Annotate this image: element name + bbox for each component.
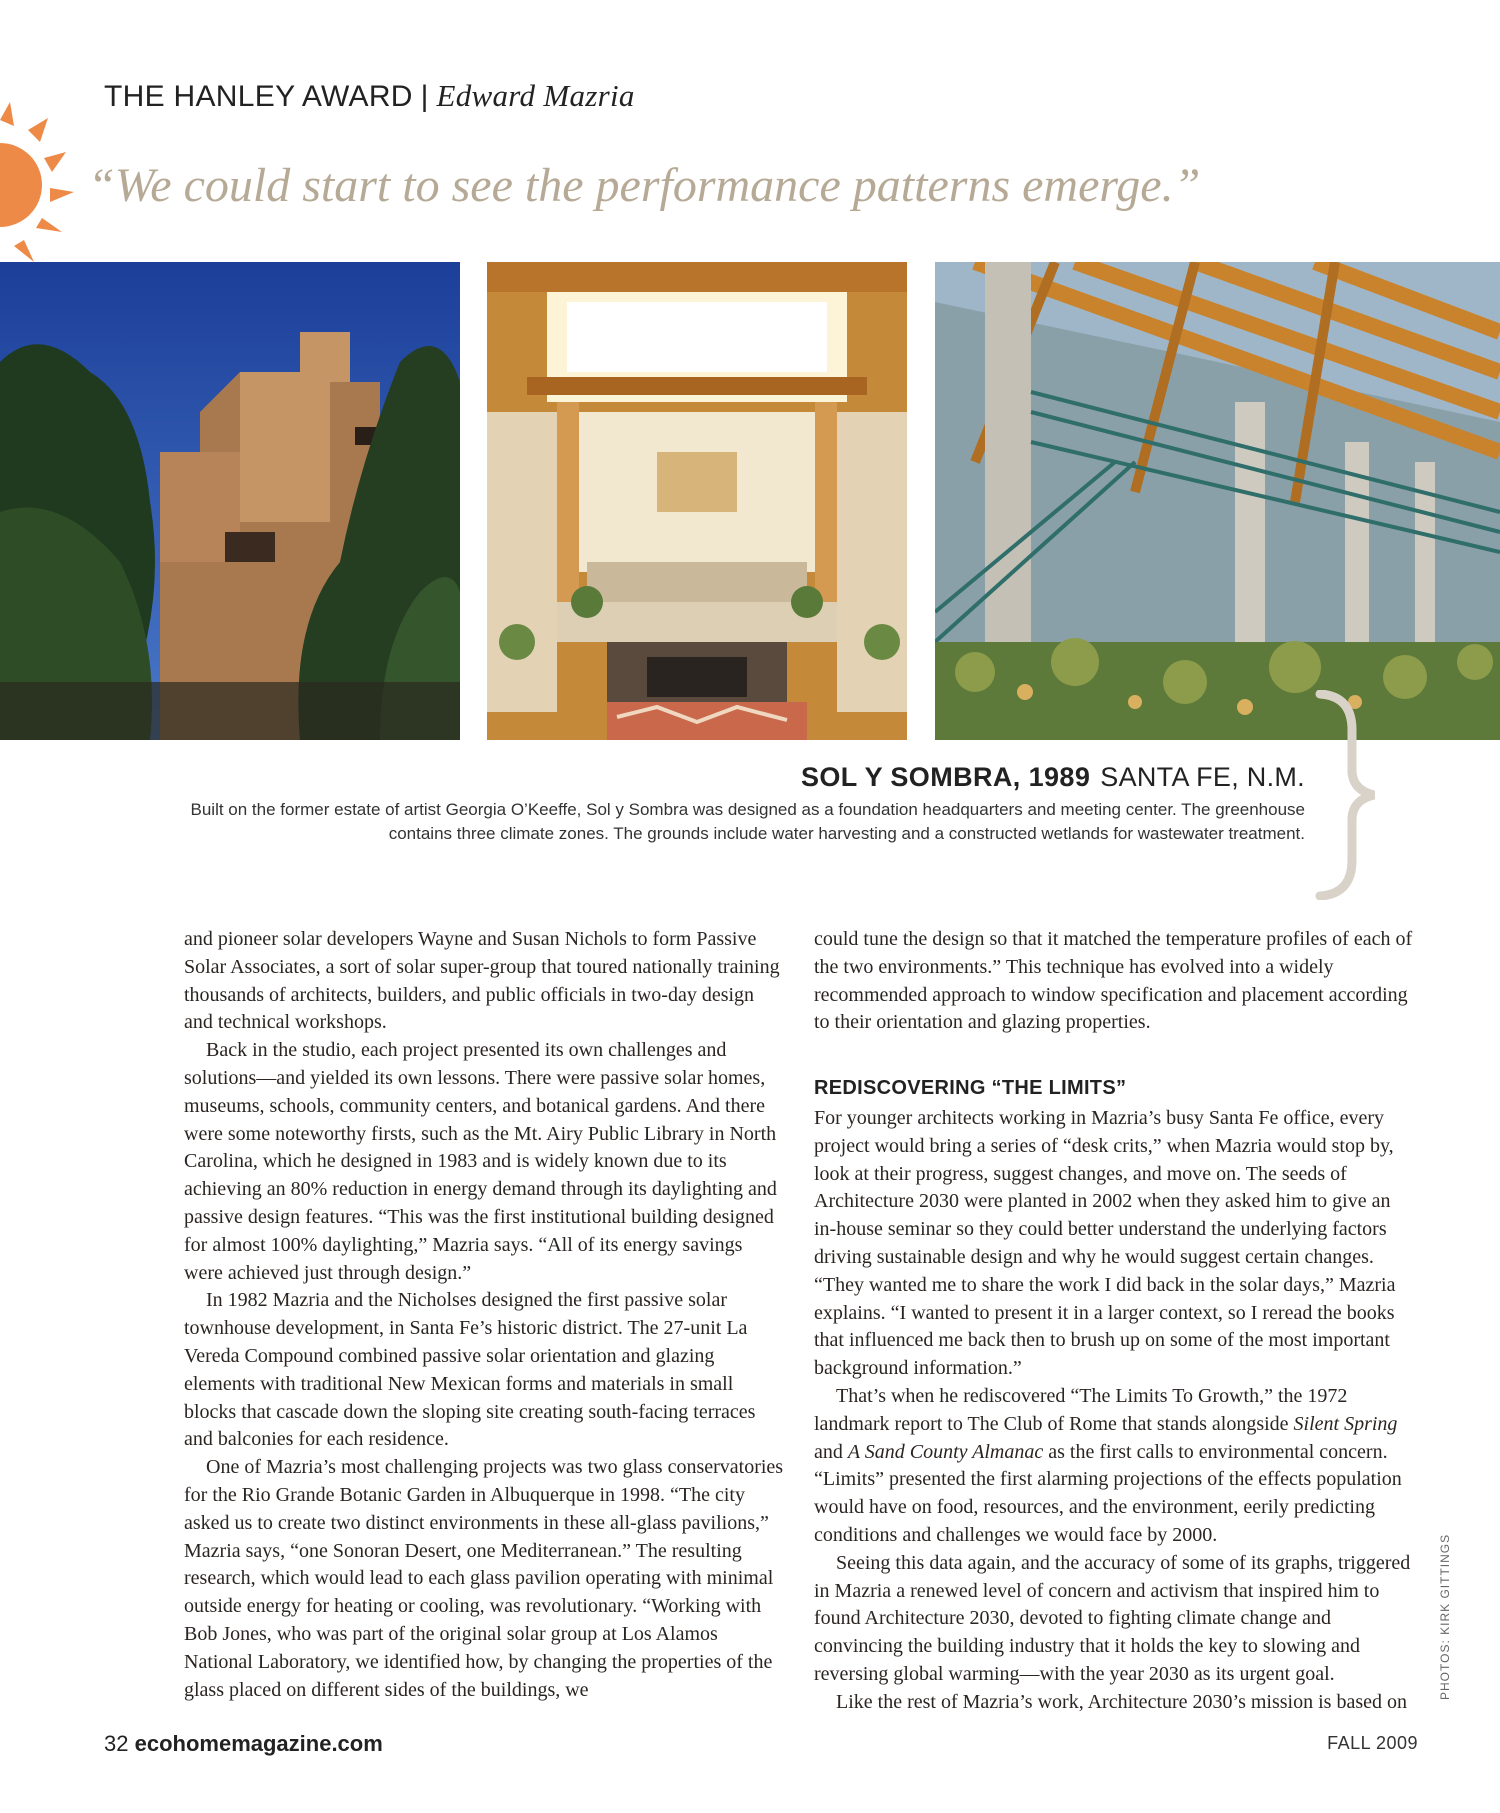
sun-icon	[0, 100, 80, 270]
section-title: THE HANLEY AWARD	[104, 80, 413, 113]
text-run: as the first calls to environmental concern. “Limits” presented the first alarming projections of the effects population would have on food, resources, and the environment, eerily predicting conditions and challenges we would face by 2000.	[814, 1440, 1402, 1546]
site-url[interactable]: ecohomemagazine.com	[134, 1731, 383, 1756]
paragraph: One of Mazria’s most challenging projects was two glass conservatories for the Rio Grande Botanic Garden in Albuquerque in 1998. “The city asked us to create two distinct environments in these all-glass pavilions,” Mazria says, “one Sonoran Desert, one Mediterranean.” The resulting research, which would lead to each glass pavilion operating with minimal outside energy for heating or cooling, was revolutionary. “Working with Bob Jones, who was part of the original solar group at Los Alamos National Laboratory, we identified how, by changing the properties of the glass placed on different sides of the buildings, we	[184, 1456, 784, 1701]
greenhouse-photo	[935, 262, 1500, 740]
paragraph: In 1982 Mazria and the Nicholses designed the first passive solar townhouse development, in Santa Fe’s historic district. The 27-unit La Vereda Compound combined passive solar orientation and glazing elements with traditional New Mexican forms and materials in small blocks that cascade down the sloping site creating south-facing terraces and balconies for each residence.	[184, 1289, 756, 1451]
book-title: A Sand County Almanac	[847, 1440, 1044, 1463]
paragraph: could tune the design so that it matched the temperature profiles of each of the two environments.” This technique has evolved into a widely recommended approach to window specification and placement according to their orientation and glazing properties.	[814, 928, 1413, 1034]
section-heading: REDISCOVERING “THE LIMITS”	[814, 1077, 1127, 1100]
paragraph: and pioneer solar developers Wayne and Susan Nichols to form Passive Solar Associates, a sort of solar super-group that toured nationally training thousands of architects, builders, and public officials in two-day design and technical workshops.	[184, 928, 780, 1034]
paragraph: For younger architects working in Mazria’s busy Santa Fe office, every project would bring a series of “desk crits,” when Mazria would stop by, look at their progress, suggest changes, and move on. The seeds of Architecture 2030 were planted in 2002 when they asked him to give an in-house seminar so they could better understand the underlying factors driving sustainable design and why he would suggest certain changes. “They wanted me to share the work I did back in the solar days,” Mazria explains. “I wanted to present it in a larger context, so I reread the books that influenced me back then to brush up on some of the most important background information.”	[814, 1106, 1396, 1380]
caption-title: SOL Y SOMBRA, 1989	[800, 762, 1091, 792]
adobe-building-photo	[0, 262, 460, 740]
caption-text: Built on the former estate of artist Georgia O’Keeffe, Sol y Sombra was designed as a foundation headquarters and meeting center. The greenhouse contains three climate zones. The grounds include water harvesting and a constructed wetlands for wastewater treatment.	[190, 800, 1305, 843]
page-number: 32	[104, 1731, 129, 1756]
paragraph: Like the rest of Mazria’s work, Architecture 2030’s mission is based on	[836, 1690, 1407, 1713]
section-header	[104, 78, 635, 114]
caption-title-line	[801, 762, 1305, 793]
text-run: That’s when he rediscovered “The Limits To Growth,” the 1972 landmark report to The Club of Rome that stands alongside	[814, 1384, 1348, 1435]
header-separator: |	[420, 80, 429, 113]
photo-credit: PHOTOS: KIRK GITTINGS	[1438, 1533, 1452, 1700]
issue-date: FALL 2009	[1327, 1733, 1418, 1753]
paragraph: Back in the studio, each project presented its own challenges and solutions—and yielded its own lessons. There were passive solar homes, museums, schools, community centers, and botanical gardens. And there were some noteworthy firsts, such as the Mt. Airy Public Library in North Carolina, which he designed in 1983 and is widely known due to its achieving an 80% reduction in energy demand through its daylighting and passive design features. “This was the first institutional building designed for almost 100% daylighting,” Mazria says. “All of its energy savings were achieved just through design.”	[184, 1039, 777, 1284]
body-column-2	[814, 926, 1414, 1717]
body-column-1	[184, 926, 784, 1704]
paragraph	[814, 1383, 1414, 1550]
author-name: Edward Mazria	[436, 78, 635, 113]
paragraph: Seeing this data again, and the accuracy of some of its graphs, triggered in Mazria a renewed level of concern and activism that inspired him to found Architecture 2030, devoted to fighting climate change and convincing the building industry that it holds the key to slowing and reversing global warming—with the year 2030 as its urgent goal.	[814, 1551, 1411, 1685]
text-run: and	[814, 1440, 848, 1463]
book-title: Silent Spring	[1293, 1412, 1398, 1435]
caption-location: SANTA FE, N.M.	[1100, 762, 1305, 792]
brace-icon	[1312, 690, 1382, 900]
pull-quote: “We could start to see the performance patterns emerge.”	[88, 159, 1201, 212]
footer-folio	[104, 1731, 383, 1757]
interior-atrium-photo	[487, 262, 907, 740]
